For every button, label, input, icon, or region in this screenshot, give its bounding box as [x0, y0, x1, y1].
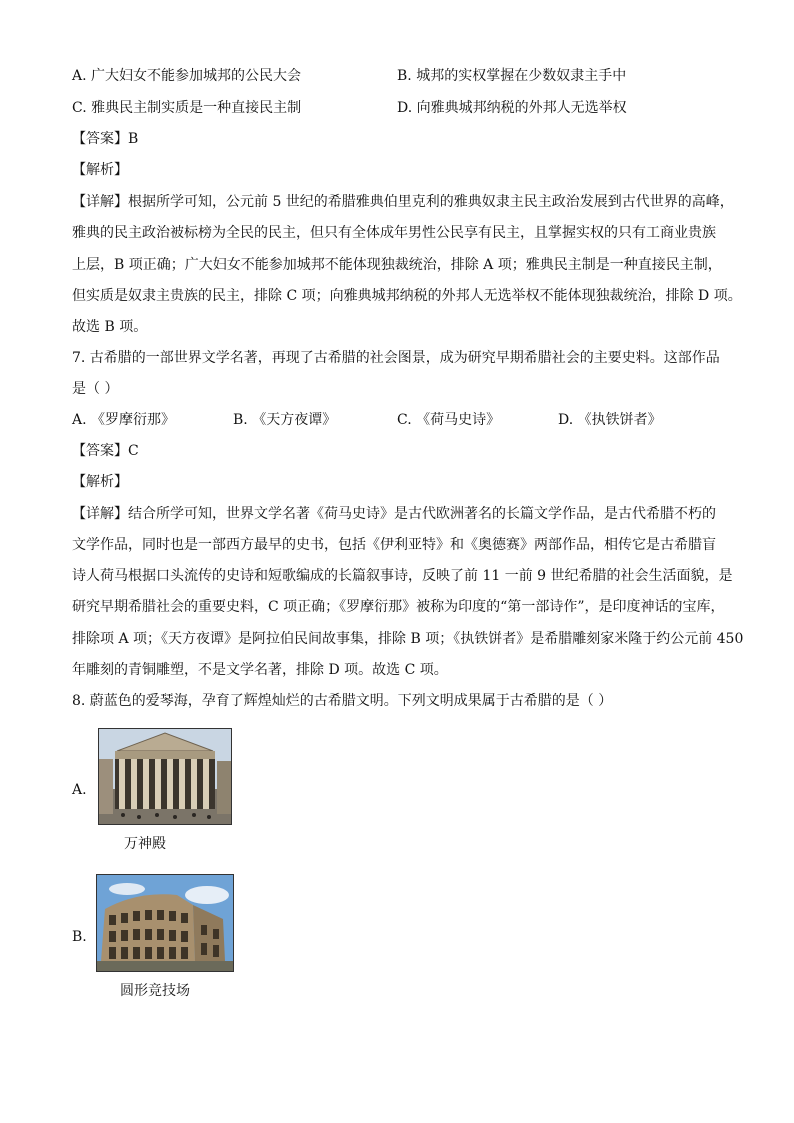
q7-detail-line: 排除项 A 项；《天方夜谭》是阿拉伯民间故事集，排除 B 项；《执铁饼者》是希腊雕刻家米隆于约公元前 450	[72, 631, 744, 647]
pantheon-image	[98, 728, 232, 825]
q8-option-b-label: B.	[72, 929, 87, 945]
q6-option-a: A. 广大妇女不能参加城邦的公民大会	[72, 68, 302, 84]
q6-answer: 【答案】B	[72, 131, 139, 147]
q6-detail-line: 上层，B 项正确；广大妇女不能参加城邦不能体现独裁统治，排除 A 项；雅典民主制是一种直接民主制，	[72, 257, 722, 273]
q6-analysis-heading: 【解析】	[72, 162, 128, 178]
q7-option-c: C. 《荷马史诗》	[397, 412, 501, 428]
q7-stem: 7. 古希腊的一部世界文学名著，再现了古希腊的社会图景，成为研究早期希腊社会的主要史料。这部作品	[72, 350, 720, 366]
q8-option-a-label: A.	[72, 782, 87, 798]
q6-detail-line: 【详解】根据所学可知，公元前 5 世纪的希腊雅典伯里克利的雅典奴隶主民主政治发展到古代世界的高峰，	[72, 194, 734, 210]
q8-option-a-caption: 万神殿	[124, 836, 166, 852]
q6-option-d: D. 向雅典城邦纳税的外邦人无选举权	[397, 100, 627, 116]
q7-detail-line: 文学作品，同时也是一部西方最早的史书，包括《伊利亚特》和《奥德赛》两部作品，相传它是古希腊盲	[72, 537, 716, 553]
colosseum-image	[96, 874, 234, 972]
q8-option-b-caption: 圆形竞技场	[120, 983, 190, 999]
q7-stem-continued: 是（ ）	[72, 381, 119, 397]
q7-analysis-heading: 【解析】	[72, 474, 128, 490]
q6-detail-line: 雅典的民主政治被标榜为全民的民主，但只有全体成年男性公民享有民主，且掌握实权的只有工商业贵族	[72, 225, 716, 241]
q6-detail-line: 但实质是奴隶主贵族的民主，排除 C 项；向雅典城邦纳税的外邦人无选举权不能体现独裁统治，排除 D 项。	[72, 288, 742, 304]
q7-detail-line: 【详解】结合所学可知，世界文学名著《荷马史诗》是古代欧洲著名的长篇文学作品，是古代希腊不朽的	[72, 506, 716, 522]
q7-detail-line: 研究早期希腊社会的重要史料，C 项正确；《罗摩衍那》被称为印度的“第一部诗作”，是印度神话的宝库，	[72, 599, 725, 615]
q7-option-a: A. 《罗摩衍那》	[72, 412, 176, 428]
q8-stem: 8. 蔚蓝色的爱琴海，孕育了辉煌灿烂的古希腊文明。下列文明成果属于古希腊的是（ ）	[72, 693, 613, 709]
q6-option-b: B. 城邦的实权掌握在少数奴隶主手中	[397, 68, 627, 84]
q7-detail-line: 诗人荷马根据口头流传的史诗和短歌编成的长篇叙事诗，反映了前 11 一前 9 世纪希腊的社会生活面貌，是	[72, 568, 733, 584]
q6-detail-line: 故选 B 项。	[72, 319, 148, 335]
q7-option-d: D. 《执铁饼者》	[558, 412, 662, 428]
q6-option-c: C. 雅典民主制实质是一种直接民主制	[72, 100, 302, 116]
q7-option-b: B. 《天方夜谭》	[233, 412, 337, 428]
q7-answer: 【答案】C	[72, 443, 139, 459]
q7-detail-line: 年雕刻的青铜雕塑，不是文学名著，排除 D 项。故选 C 项。	[72, 662, 448, 678]
